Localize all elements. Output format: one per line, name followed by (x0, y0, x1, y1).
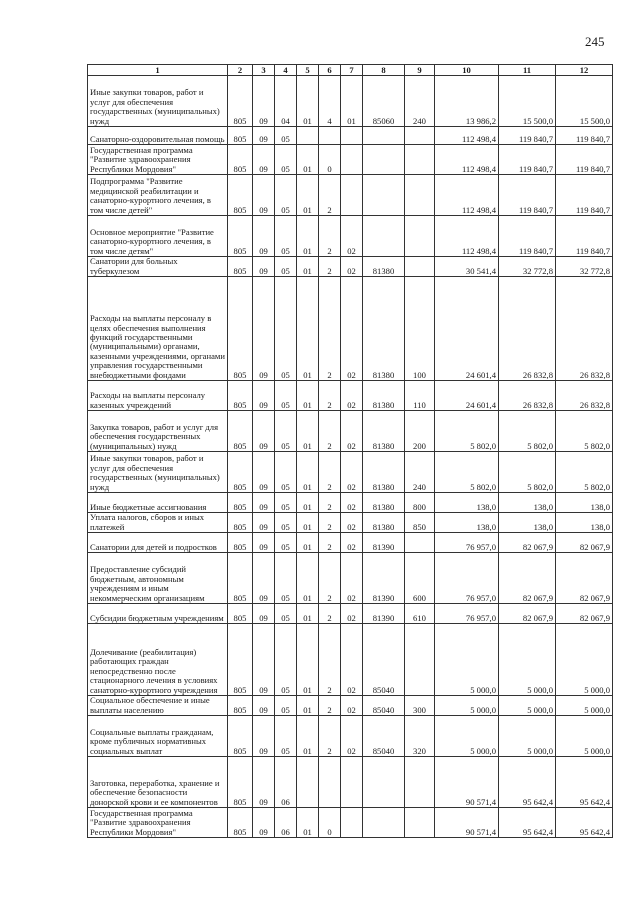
code-cell: 2 (319, 411, 341, 452)
code-cell: 02 (341, 452, 363, 493)
amount-cell: 119 840,7 (556, 175, 613, 216)
amount-cell: 90 571,4 (435, 808, 499, 838)
code-cell: 01 (297, 216, 319, 257)
code-cell: 09 (253, 757, 275, 808)
amount-cell: 95 642,4 (499, 808, 556, 838)
code-cell: 09 (253, 553, 275, 604)
row-name-cell: Санаторно-оздоровительная помощь (88, 127, 228, 145)
code-cell: 300 (405, 696, 435, 716)
code-cell: 05 (275, 127, 297, 145)
code-cell: 81380 (363, 411, 405, 452)
column-header: 10 (435, 65, 499, 76)
amount-cell: 95 642,4 (556, 808, 613, 838)
amount-cell: 5 802,0 (435, 411, 499, 452)
amount-cell: 5 000,0 (435, 696, 499, 716)
code-cell (297, 757, 319, 808)
amount-cell: 138,0 (556, 493, 613, 513)
code-cell: 05 (275, 277, 297, 381)
table-row (88, 604, 613, 624)
amount-cell: 138,0 (435, 493, 499, 513)
code-cell: 2 (319, 175, 341, 216)
code-cell: 06 (275, 757, 297, 808)
row-name-cell: Долечивание (реабилитация) работающих граждан непосредственно после стационарного лечения в условиях санаторно-курортного учреждения (88, 624, 228, 696)
amount-cell: 26 832,8 (556, 381, 613, 411)
row-name-cell: Социальное обеспечение и иные выплаты населению (88, 696, 228, 716)
code-cell: 09 (253, 533, 275, 553)
amount-cell: 90 571,4 (435, 757, 499, 808)
row-name-cell: Предоставление субсидий бюджетным, автономным учреждениям и иным некоммерческим организациям (88, 553, 228, 604)
amount-cell: 5 802,0 (435, 452, 499, 493)
amount-cell: 82 067,9 (499, 604, 556, 624)
code-cell: 01 (297, 145, 319, 175)
code-cell: 805 (228, 533, 253, 553)
row-name-cell: Санатории для больных туберкулезом (88, 257, 228, 277)
code-cell: 09 (253, 127, 275, 145)
code-cell (405, 175, 435, 216)
code-cell: 805 (228, 257, 253, 277)
code-cell: 05 (275, 452, 297, 493)
code-cell: 805 (228, 513, 253, 533)
column-header: 8 (363, 65, 405, 76)
code-cell (405, 624, 435, 696)
code-cell: 05 (275, 381, 297, 411)
code-cell: 05 (275, 604, 297, 624)
amount-cell: 119 840,7 (499, 127, 556, 145)
code-cell: 09 (253, 452, 275, 493)
amount-cell: 138,0 (499, 513, 556, 533)
code-cell: 01 (297, 533, 319, 553)
code-cell: 01 (297, 277, 319, 381)
amount-cell: 82 067,9 (556, 553, 613, 604)
amount-cell: 112 498,4 (435, 175, 499, 216)
table-row (88, 175, 613, 216)
code-cell: 09 (253, 716, 275, 757)
code-cell: 09 (253, 493, 275, 513)
code-cell: 805 (228, 127, 253, 145)
amount-cell: 76 957,0 (435, 533, 499, 553)
code-cell: 610 (405, 604, 435, 624)
code-cell: 01 (297, 604, 319, 624)
code-cell: 2 (319, 533, 341, 553)
code-cell: 81390 (363, 533, 405, 553)
code-cell: 805 (228, 381, 253, 411)
row-name-cell: Государственная программа "Развитие здравоохранения Республики Мордовия" (88, 145, 228, 175)
code-cell (363, 127, 405, 145)
amount-cell: 82 067,9 (499, 553, 556, 604)
code-cell: 09 (253, 175, 275, 216)
amount-cell: 24 601,4 (435, 277, 499, 381)
code-cell: 05 (275, 533, 297, 553)
budget-table (87, 64, 613, 838)
amount-cell: 5 000,0 (556, 716, 613, 757)
amount-cell: 119 840,7 (556, 216, 613, 257)
table-row (88, 257, 613, 277)
code-cell: 01 (297, 808, 319, 838)
column-header: 12 (556, 65, 613, 76)
code-cell (319, 127, 341, 145)
code-cell: 02 (341, 624, 363, 696)
code-cell: 05 (275, 257, 297, 277)
code-cell: 805 (228, 452, 253, 493)
code-cell (405, 145, 435, 175)
code-cell: 09 (253, 411, 275, 452)
table-row (88, 452, 613, 493)
code-cell: 850 (405, 513, 435, 533)
code-cell: 805 (228, 604, 253, 624)
table-row (88, 216, 613, 257)
code-cell: 805 (228, 696, 253, 716)
code-cell: 09 (253, 696, 275, 716)
code-cell: 05 (275, 624, 297, 696)
code-cell: 81380 (363, 257, 405, 277)
amount-cell: 5 000,0 (499, 716, 556, 757)
table-row (88, 411, 613, 452)
table-header-row (88, 65, 613, 76)
row-name-cell: Заготовка, переработка, хранение и обеспечение безопасности донорской крови и ее компонентов (88, 757, 228, 808)
amount-cell: 32 772,8 (556, 257, 613, 277)
page-number: 245 (585, 34, 605, 49)
code-cell (341, 127, 363, 145)
code-cell: 81380 (363, 452, 405, 493)
amount-cell: 5 802,0 (499, 452, 556, 493)
amount-cell: 119 840,7 (556, 145, 613, 175)
code-cell: 09 (253, 257, 275, 277)
code-cell: 2 (319, 696, 341, 716)
code-cell: 01 (297, 493, 319, 513)
amount-cell: 138,0 (556, 513, 613, 533)
amount-cell: 138,0 (499, 493, 556, 513)
table-row (88, 553, 613, 604)
row-name-cell: Расходы на выплаты персоналу казенных учреждений (88, 381, 228, 411)
column-header: 5 (297, 65, 319, 76)
code-cell (341, 145, 363, 175)
table-row (88, 145, 613, 175)
row-name-cell: Иные бюджетные ассигнования (88, 493, 228, 513)
amount-cell: 5 000,0 (499, 624, 556, 696)
code-cell: 01 (297, 411, 319, 452)
row-name-cell: Закупка товаров, работ и услуг для обеспечения государственных (муниципальных) нужд (88, 411, 228, 452)
code-cell: 85060 (363, 76, 405, 127)
code-cell: 200 (405, 411, 435, 452)
code-cell: 02 (341, 553, 363, 604)
table-body (88, 76, 613, 838)
table-row (88, 381, 613, 411)
amount-cell: 26 832,8 (499, 277, 556, 381)
code-cell: 4 (319, 76, 341, 127)
code-cell: 01 (297, 257, 319, 277)
code-cell: 09 (253, 76, 275, 127)
row-name-cell: Социальные выплаты гражданам, кроме публичных нормативных социальных выплат (88, 716, 228, 757)
table-row (88, 624, 613, 696)
column-header: 2 (228, 65, 253, 76)
code-cell: 110 (405, 381, 435, 411)
code-cell: 2 (319, 604, 341, 624)
code-cell: 805 (228, 76, 253, 127)
code-cell: 05 (275, 216, 297, 257)
code-cell: 09 (253, 216, 275, 257)
code-cell: 2 (319, 216, 341, 257)
amount-cell: 76 957,0 (435, 604, 499, 624)
code-cell: 02 (341, 493, 363, 513)
amount-cell: 5 000,0 (556, 624, 613, 696)
row-name-cell: Подпрограмма "Развитие медицинской реабилитации и санаторно-курортного лечения, в том числе детей" (88, 175, 228, 216)
code-cell: 805 (228, 553, 253, 604)
table-row (88, 757, 613, 808)
code-cell: 05 (275, 175, 297, 216)
code-cell: 2 (319, 452, 341, 493)
code-cell: 02 (341, 216, 363, 257)
code-cell: 81390 (363, 604, 405, 624)
amount-cell: 13 986,2 (435, 76, 499, 127)
code-cell: 01 (297, 716, 319, 757)
amount-cell: 5 000,0 (556, 696, 613, 716)
amount-cell: 15 500,0 (556, 76, 613, 127)
table-row (88, 127, 613, 145)
code-cell (405, 257, 435, 277)
amount-cell: 26 832,8 (556, 277, 613, 381)
code-cell: 01 (297, 452, 319, 493)
code-cell: 05 (275, 145, 297, 175)
amount-cell: 119 840,7 (499, 216, 556, 257)
code-cell: 2 (319, 257, 341, 277)
code-cell: 01 (297, 76, 319, 127)
code-cell: 81380 (363, 513, 405, 533)
code-cell: 240 (405, 76, 435, 127)
row-name-cell: Уплата налогов, сборов и иных платежей (88, 513, 228, 533)
code-cell: 320 (405, 716, 435, 757)
code-cell: 805 (228, 808, 253, 838)
code-cell (363, 757, 405, 808)
code-cell: 805 (228, 411, 253, 452)
code-cell: 805 (228, 493, 253, 513)
code-cell: 2 (319, 493, 341, 513)
row-name-cell: Иные закупки товаров, работ и услуг для обеспечения государственных (муниципальных) нужд (88, 76, 228, 127)
amount-cell: 32 772,8 (499, 257, 556, 277)
code-cell: 81390 (363, 553, 405, 604)
amount-cell: 112 498,4 (435, 216, 499, 257)
column-header: 11 (499, 65, 556, 76)
table-row (88, 808, 613, 838)
code-cell: 0 (319, 145, 341, 175)
code-cell (319, 757, 341, 808)
code-cell: 02 (341, 716, 363, 757)
code-cell: 01 (297, 381, 319, 411)
row-name-cell: Основное мероприятие "Развитие санаторно-курортного лечения, в том числе детям" (88, 216, 228, 257)
column-header: 4 (275, 65, 297, 76)
amount-cell: 30 541,4 (435, 257, 499, 277)
code-cell: 81380 (363, 381, 405, 411)
code-cell: 05 (275, 493, 297, 513)
code-cell: 2 (319, 553, 341, 604)
amount-cell: 24 601,4 (435, 381, 499, 411)
code-cell: 805 (228, 624, 253, 696)
code-cell (405, 127, 435, 145)
code-cell: 02 (341, 533, 363, 553)
amount-cell: 26 832,8 (499, 381, 556, 411)
table-row (88, 696, 613, 716)
amount-cell: 112 498,4 (435, 145, 499, 175)
code-cell: 85040 (363, 624, 405, 696)
row-name-cell: Субсидии бюджетным учреждениям (88, 604, 228, 624)
code-cell: 09 (253, 604, 275, 624)
code-cell: 2 (319, 277, 341, 381)
code-cell: 05 (275, 553, 297, 604)
table-row (88, 493, 613, 513)
code-cell: 805 (228, 145, 253, 175)
code-cell: 09 (253, 624, 275, 696)
code-cell: 06 (275, 808, 297, 838)
code-cell: 805 (228, 216, 253, 257)
row-name-cell: Расходы на выплаты персоналу в целях обеспечения выполнения функций государственными (муниципальными) органами, казенными учреждениями, органами управления государственными внебюджетными фондами (88, 277, 228, 381)
code-cell: 02 (341, 513, 363, 533)
code-cell: 805 (228, 757, 253, 808)
code-cell: 2 (319, 716, 341, 757)
code-cell: 800 (405, 493, 435, 513)
code-cell (363, 216, 405, 257)
code-cell: 01 (297, 175, 319, 216)
code-cell: 01 (297, 696, 319, 716)
amount-cell: 95 642,4 (499, 757, 556, 808)
code-cell: 04 (275, 76, 297, 127)
code-cell: 85040 (363, 696, 405, 716)
code-cell: 100 (405, 277, 435, 381)
row-name-cell: Иные закупки товаров, работ и услуг для обеспечения государственных (муниципальных) нужд (88, 452, 228, 493)
code-cell (363, 175, 405, 216)
code-cell (341, 808, 363, 838)
code-cell: 02 (341, 277, 363, 381)
code-cell: 05 (275, 696, 297, 716)
amount-cell: 138,0 (435, 513, 499, 533)
table-row (88, 533, 613, 553)
code-cell: 2 (319, 624, 341, 696)
code-cell: 81380 (363, 493, 405, 513)
code-cell: 02 (341, 604, 363, 624)
code-cell (341, 757, 363, 808)
column-header: 9 (405, 65, 435, 76)
code-cell: 05 (275, 411, 297, 452)
code-cell (363, 808, 405, 838)
table-row (88, 277, 613, 381)
amount-cell: 82 067,9 (499, 533, 556, 553)
code-cell: 09 (253, 381, 275, 411)
code-cell: 02 (341, 411, 363, 452)
code-cell: 01 (297, 513, 319, 533)
table-row (88, 76, 613, 127)
table-row (88, 716, 613, 757)
code-cell: 01 (341, 76, 363, 127)
code-cell (297, 127, 319, 145)
code-cell (405, 757, 435, 808)
column-header: 6 (319, 65, 341, 76)
code-cell: 02 (341, 696, 363, 716)
amount-cell: 82 067,9 (556, 604, 613, 624)
amount-cell: 112 498,4 (435, 127, 499, 145)
amount-cell: 95 642,4 (556, 757, 613, 808)
amount-cell: 119 840,7 (556, 127, 613, 145)
amount-cell: 119 840,7 (499, 175, 556, 216)
code-cell: 05 (275, 716, 297, 757)
code-cell: 09 (253, 808, 275, 838)
table-row (88, 513, 613, 533)
amount-cell: 5 000,0 (435, 624, 499, 696)
code-cell: 805 (228, 716, 253, 757)
amount-cell: 5 802,0 (556, 411, 613, 452)
row-name-cell: Санатории для детей и подростков (88, 533, 228, 553)
code-cell: 09 (253, 277, 275, 381)
code-cell: 02 (341, 257, 363, 277)
code-cell: 805 (228, 277, 253, 381)
amount-cell: 15 500,0 (499, 76, 556, 127)
amount-cell: 5 802,0 (499, 411, 556, 452)
code-cell: 240 (405, 452, 435, 493)
amount-cell: 5 802,0 (556, 452, 613, 493)
code-cell (363, 145, 405, 175)
column-header: 7 (341, 65, 363, 76)
amount-cell: 76 957,0 (435, 553, 499, 604)
amount-cell: 82 067,9 (556, 533, 613, 553)
code-cell: 09 (253, 513, 275, 533)
column-header: 3 (253, 65, 275, 76)
code-cell: 600 (405, 553, 435, 604)
row-name-cell: Государственная программа "Развитие здравоохранения Республики Мордовия" (88, 808, 228, 838)
code-cell: 0 (319, 808, 341, 838)
code-cell: 2 (319, 381, 341, 411)
amount-cell: 119 840,7 (499, 145, 556, 175)
code-cell (405, 533, 435, 553)
code-cell: 85040 (363, 716, 405, 757)
code-cell: 05 (275, 513, 297, 533)
amount-cell: 5 000,0 (435, 716, 499, 757)
code-cell: 2 (319, 513, 341, 533)
code-cell: 805 (228, 175, 253, 216)
amount-cell: 5 000,0 (499, 696, 556, 716)
code-cell (405, 808, 435, 838)
code-cell (341, 175, 363, 216)
code-cell: 01 (297, 553, 319, 604)
column-header: 1 (88, 65, 228, 76)
code-cell (405, 216, 435, 257)
code-cell: 81380 (363, 277, 405, 381)
code-cell: 01 (297, 624, 319, 696)
code-cell: 02 (341, 381, 363, 411)
code-cell: 09 (253, 145, 275, 175)
